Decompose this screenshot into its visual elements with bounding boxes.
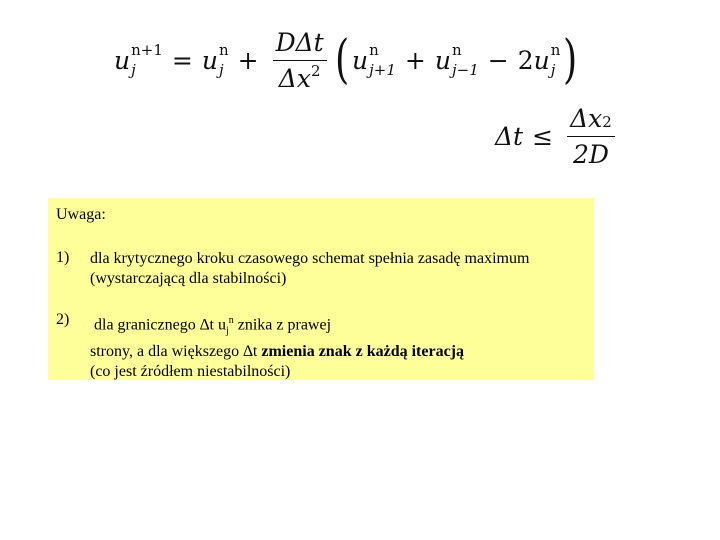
left-paren: ( <box>334 30 349 90</box>
term-c-superscript: n <box>550 40 561 59</box>
note-item-1-number: 1) <box>56 249 70 266</box>
stability-condition <box>495 104 620 168</box>
term-c-subscript: j <box>550 60 556 79</box>
term-a-variable: u <box>352 45 369 75</box>
note-item-2-line-1-a: dla granicznego ∆t u <box>94 316 226 334</box>
term-c-indices <box>550 40 561 79</box>
stability-denominator-text: 2D <box>572 139 609 169</box>
right-paren: ) <box>563 30 578 90</box>
stability-numerator <box>567 104 615 137</box>
note-item-2-text <box>90 311 590 382</box>
note-item-1-line-1: dla krytycznego kroku czasowego schemat spełnia zasadę maximum <box>90 250 530 267</box>
equals-sign: = <box>171 45 193 75</box>
leq-sign: ≤ <box>532 121 554 151</box>
fraction-denominator <box>279 61 321 93</box>
term1-subscript: j <box>218 60 224 79</box>
term-c-variable: u <box>533 45 550 75</box>
note-item-2-sub: j <box>225 325 229 337</box>
term-b-indices <box>451 40 479 79</box>
coefficient-fraction <box>273 28 327 93</box>
denominator-exponent: 2 <box>310 61 321 80</box>
note-item-2-line-3: (co jest źródłem niestabilności) <box>90 362 291 380</box>
denominator-base: Δx <box>278 63 311 93</box>
term-b-superscript: n <box>451 40 462 59</box>
note-item-1-text <box>90 249 590 289</box>
term-a-subscript: j+1 <box>369 60 396 79</box>
lhs-subscript: j <box>131 60 136 79</box>
lhs-superscript: n+1 <box>131 40 163 59</box>
stability-numerator-base: Δx <box>570 103 603 133</box>
stability-numerator-exponent: 2 <box>602 112 612 131</box>
fraction-numerator <box>273 28 327 61</box>
term-a-indices <box>369 40 396 79</box>
note-item-2-line-2-bold: zmienia znak z każdą iteracją <box>261 342 464 360</box>
term-c-coefficient: 2 <box>517 45 534 75</box>
update-equation <box>114 28 581 92</box>
lhs-variable: u <box>114 45 131 75</box>
minus-sign: − <box>487 45 509 75</box>
stability-lhs: Δt <box>495 121 524 151</box>
note-item-2-line-2 <box>90 342 590 362</box>
note-box <box>48 198 594 380</box>
note-item-2-line-1-b: znika z prawej <box>233 316 332 334</box>
lhs-indices <box>131 40 163 79</box>
note-item-1-line-2: (wystarczającą dla stabilności) <box>90 270 287 287</box>
numerator-text: DΔt <box>275 27 324 57</box>
term-a-superscript: n <box>369 40 379 59</box>
note-heading: Uwaga: <box>56 206 106 223</box>
term-b-variable: u <box>434 45 451 75</box>
term-b-subscript: j−1 <box>451 60 479 79</box>
term1-indices <box>218 40 229 79</box>
term1-superscript: n <box>218 40 229 59</box>
stability-fraction <box>567 104 615 169</box>
plus-sign: + <box>237 45 259 75</box>
term1-variable: u <box>201 45 218 75</box>
plus-sign-2: + <box>404 45 426 75</box>
note-item-2-number: 2) <box>56 311 70 328</box>
note-item-2-line-2-a: strony, a dla większego ∆t <box>90 342 262 360</box>
stability-denominator <box>573 137 609 169</box>
note-item-2-sup: n <box>228 315 234 326</box>
note-item-2-line-1 <box>90 311 590 342</box>
